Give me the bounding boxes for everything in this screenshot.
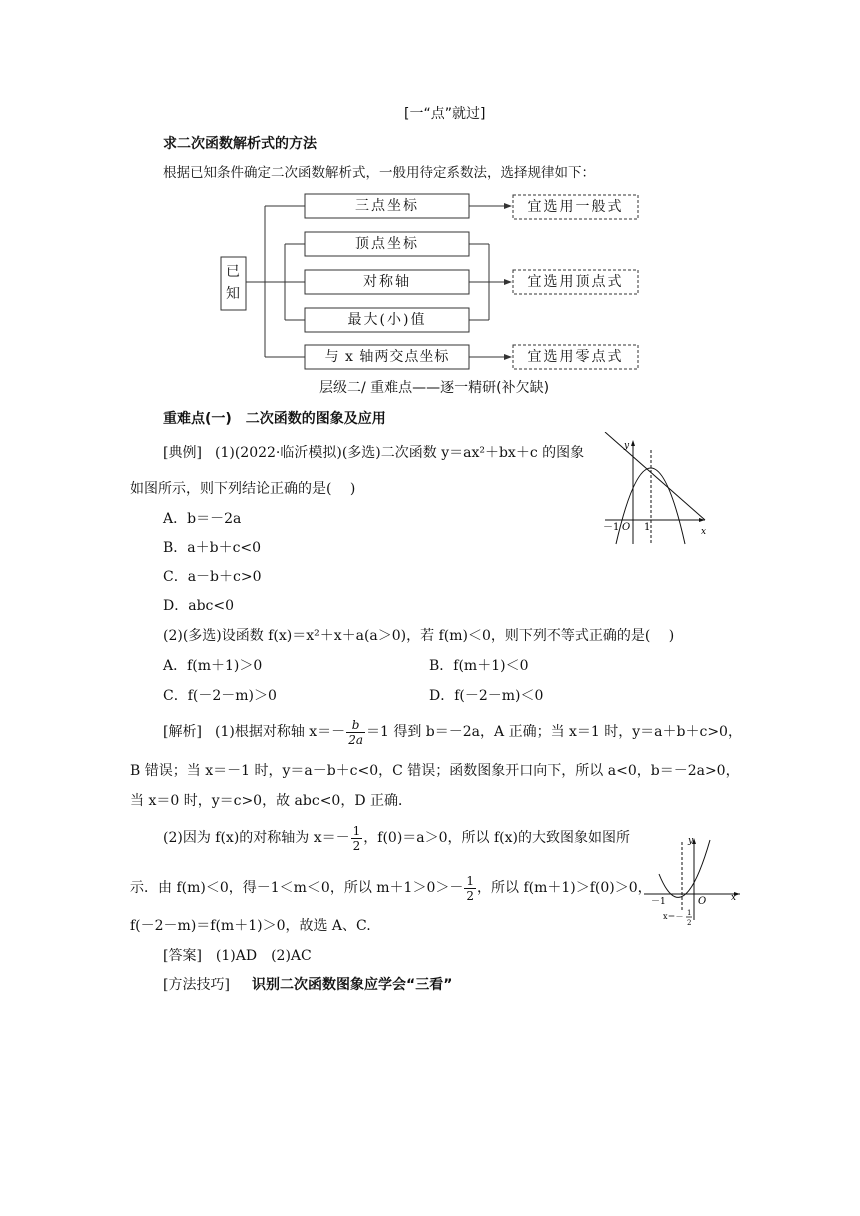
analysis-p1-line2: B 错误；当 x＝－1 时，y＝a－b＋c<0，C 错误；函数图象开口向下，所以 a<0，b＝－2a>0， [130,763,740,779]
condition-5: 与 x 轴两交点坐标 [324,349,450,365]
arrow-head-1 [504,203,512,209]
method-tip-tag: [方法技巧] [163,977,230,993]
analysis-p2-line2 [130,868,652,908]
analysis-p2-a: (2)因为 f(x)的对称轴为 x＝－ [163,830,350,846]
fraction-b-over-2a: $\frac{b}{2a}$ [348,717,363,747]
analysis-p2-line2-b: ，所以 f(m＋1)＞f(0)＞0， [477,880,652,896]
graph2-origin: O [698,896,707,907]
method-tip-text: 识别二次函数图象应学会“三看” [252,977,453,993]
result-3: 宜选用零点式 [527,349,624,365]
analysis-p1-line1 [215,714,742,750]
analysis-p1-b: ＝1 得到 b＝－2a，A 正确；当 x＝1 时，y＝a＋b＋c>0， [365,724,742,740]
graph2-axis-label: x＝－ [663,912,684,921]
condition-3: 对称轴 [363,274,411,290]
q2-stem: (2)(多选)设函数 f(x)＝x²＋x＋a(a＞0)，若 f(m)＜0，则下列不等式正确的是( ) [163,628,675,644]
parabola-graph-1 [595,432,715,550]
graph2-y-label: y [688,836,694,846]
parabola-graph-2 [640,832,750,932]
answer: [答案] (1)AD (2)AC [163,948,312,964]
graph1-tick-neg: －1 [603,522,620,533]
q1-line1: (1)(2022·临沂模拟)(多选)二次函数 y＝ax²＋bx＋c 的图象 [215,445,585,461]
condition-1: 三点坐标 [355,198,419,214]
q1-line2: 如图所示，则下列结论正确的是( ) [130,481,356,497]
q1-option-d: D．abc<0 [163,598,235,614]
result-2: 宜选用顶点式 [527,274,624,290]
graph2-axis-den: 2 [687,919,692,927]
q1-option-a: A．b＝－2a [163,511,242,527]
q1-option-c: C．a－b＋c>0 [163,569,262,585]
q1-option-b: B．a＋b＋c<0 [163,540,262,556]
q2-option-c: C．f(－2－m)＞0 [163,688,277,704]
parabola-curve [659,840,710,897]
q2-option-d: D．f(－2－m)＜0 [429,688,544,704]
q2-option-b: B．f(m＋1)＜0 [429,658,529,674]
analysis-p2-line2-a: 示．由 f(m)＜0，得－1＜m＜0，所以 m＋1＞0＞－ [130,880,464,896]
example-tag: [典例] [163,445,202,461]
arrow-head-2 [504,279,512,285]
condition-2: 顶点坐标 [355,236,419,252]
fraction-1-over-2-b: $\frac{1}{2}$ [466,873,475,903]
analysis-p2-line1 [163,818,630,858]
q2-option-a: A．f(m＋1)＞0 [163,658,263,674]
graph1-origin: O [622,522,631,533]
graph2-tick-neg: －1 [651,897,666,907]
analysis-tag: [解析] [163,724,202,740]
method-intro: 根据已知条件确定二次函数解析式，一般用待定系数法，选择规律如下： [163,165,595,181]
graph2-axis-num: 1 [687,909,692,917]
graph1-y-label: y [624,441,630,451]
condition-4: 最大(小)值 [347,312,427,328]
graph1-x-label: x [701,527,707,537]
analysis-p2-line3: f(－2－m)＝f(m＋1)＞0，故选 A、C. [130,918,371,934]
fraction-1-over-2-a: $\frac{1}{2}$ [352,823,361,853]
graph2-x-label: x [731,893,737,903]
analysis-p1-line3: 当 x＝0 时，y＝c>0，故 abc<0，D 正确． [130,793,413,809]
level-heading: 层级二/ 重难点——逐一精研(补欠缺) [319,380,550,396]
analysis-p2-b: ，f(0)＝a＞0，所以 f(x)的大致图象如图所 [363,830,630,846]
section-tag: [一“点”就过] [404,106,486,122]
root-label: 已知 [226,264,240,302]
graph1-tick-pos: 1 [644,522,651,533]
key-point-title: 重难点(一) 二次函数的图象及应用 [163,411,386,427]
method-title: 求二次函数解析式的方法 [163,136,317,152]
arrow-head-3 [504,354,512,360]
analysis-p1-a: (1)根据对称轴 x＝－ [215,724,346,740]
result-1: 宜选用一般式 [527,199,624,215]
